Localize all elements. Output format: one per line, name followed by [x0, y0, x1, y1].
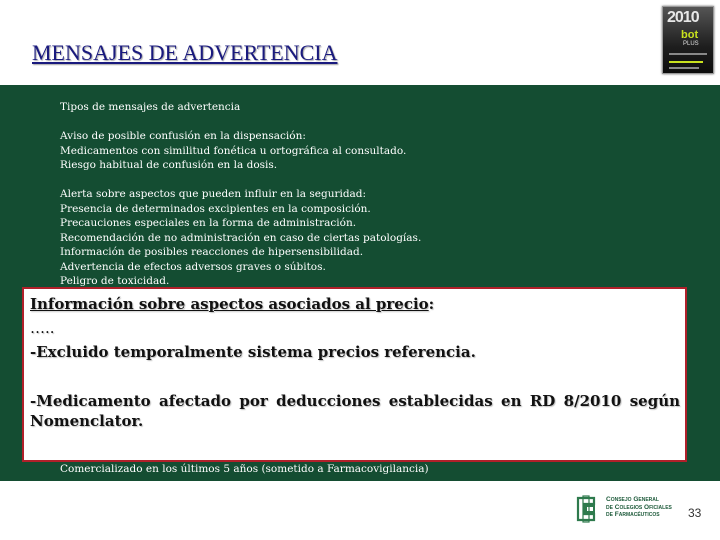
cgcof-name	[606, 496, 672, 519]
price-info-callout	[22, 287, 687, 462]
cgcof-emblem-icon	[572, 494, 600, 524]
section-line: Medicamentos con similitud fonética u ortográfica al consultado.	[60, 144, 407, 157]
warning-types-text	[60, 100, 660, 289]
callout-heading-text: Información sobre aspectos asociados al precio	[30, 295, 429, 313]
pharmacovigilance-line: Comercializado en los últimos 5 años (sometido a Farmacovigilancia)	[60, 463, 429, 475]
section-heading-confusion: Aviso de posible confusión en la dispensación:	[60, 130, 306, 142]
section-heading-safety: Alerta sobre aspectos que pueden influir en la seguridad:	[60, 188, 367, 200]
callout-item-deductions: -Medicamento afectado por deducciones establecidas en RD 8/2010 según	[30, 392, 680, 410]
slide-header	[0, 0, 720, 82]
badge-brand: bot	[681, 29, 699, 41]
section-line: Advertencia de efectos adversos graves o súbitos.	[60, 260, 326, 273]
intro-line: Tipos de mensajes de advertencia	[60, 101, 241, 113]
badge-year: 2010	[667, 9, 699, 26]
badge-plus: PLUS	[683, 41, 699, 47]
section-line: Precauciones especiales en la forma de administración.	[60, 217, 357, 229]
section-line: Riesgo habitual de confusión en la dosis.	[60, 159, 278, 171]
cgcof-name-line: de Colegios Oficiales	[606, 503, 672, 511]
badge-decor-line	[669, 53, 707, 55]
section-line: Recomendación de no administración en caso de ciertas patologías.	[60, 231, 422, 244]
cgcof-name-line: de Farmacéuticos	[606, 511, 660, 518]
callout-heading	[30, 295, 434, 313]
page-number: 33	[688, 506, 702, 520]
cgcof-logo	[572, 492, 682, 528]
cgcof-name-line: Consejo General	[606, 496, 659, 503]
callout-heading-colon: :	[428, 295, 435, 313]
section-line: Presencia de determinados excipientes en la composición.	[60, 202, 371, 215]
callout-item-deductions-cont: Nomenclator.	[30, 412, 144, 430]
badge-decor-line	[669, 67, 699, 69]
section-line: Peligro de toxicidad.	[60, 275, 170, 287]
bot-plus-2010-logo	[662, 6, 714, 74]
slide-title: MENSAJES DE ADVERTENCIA	[32, 40, 338, 65]
callout-ellipsis: …..	[30, 319, 55, 337]
callout-item-excluded: -Excluido temporalmente sistema precios referencia.	[30, 343, 476, 361]
badge-decor-line	[669, 61, 703, 63]
section-line: Información de posibles reacciones de hipersensibilidad.	[60, 246, 364, 258]
